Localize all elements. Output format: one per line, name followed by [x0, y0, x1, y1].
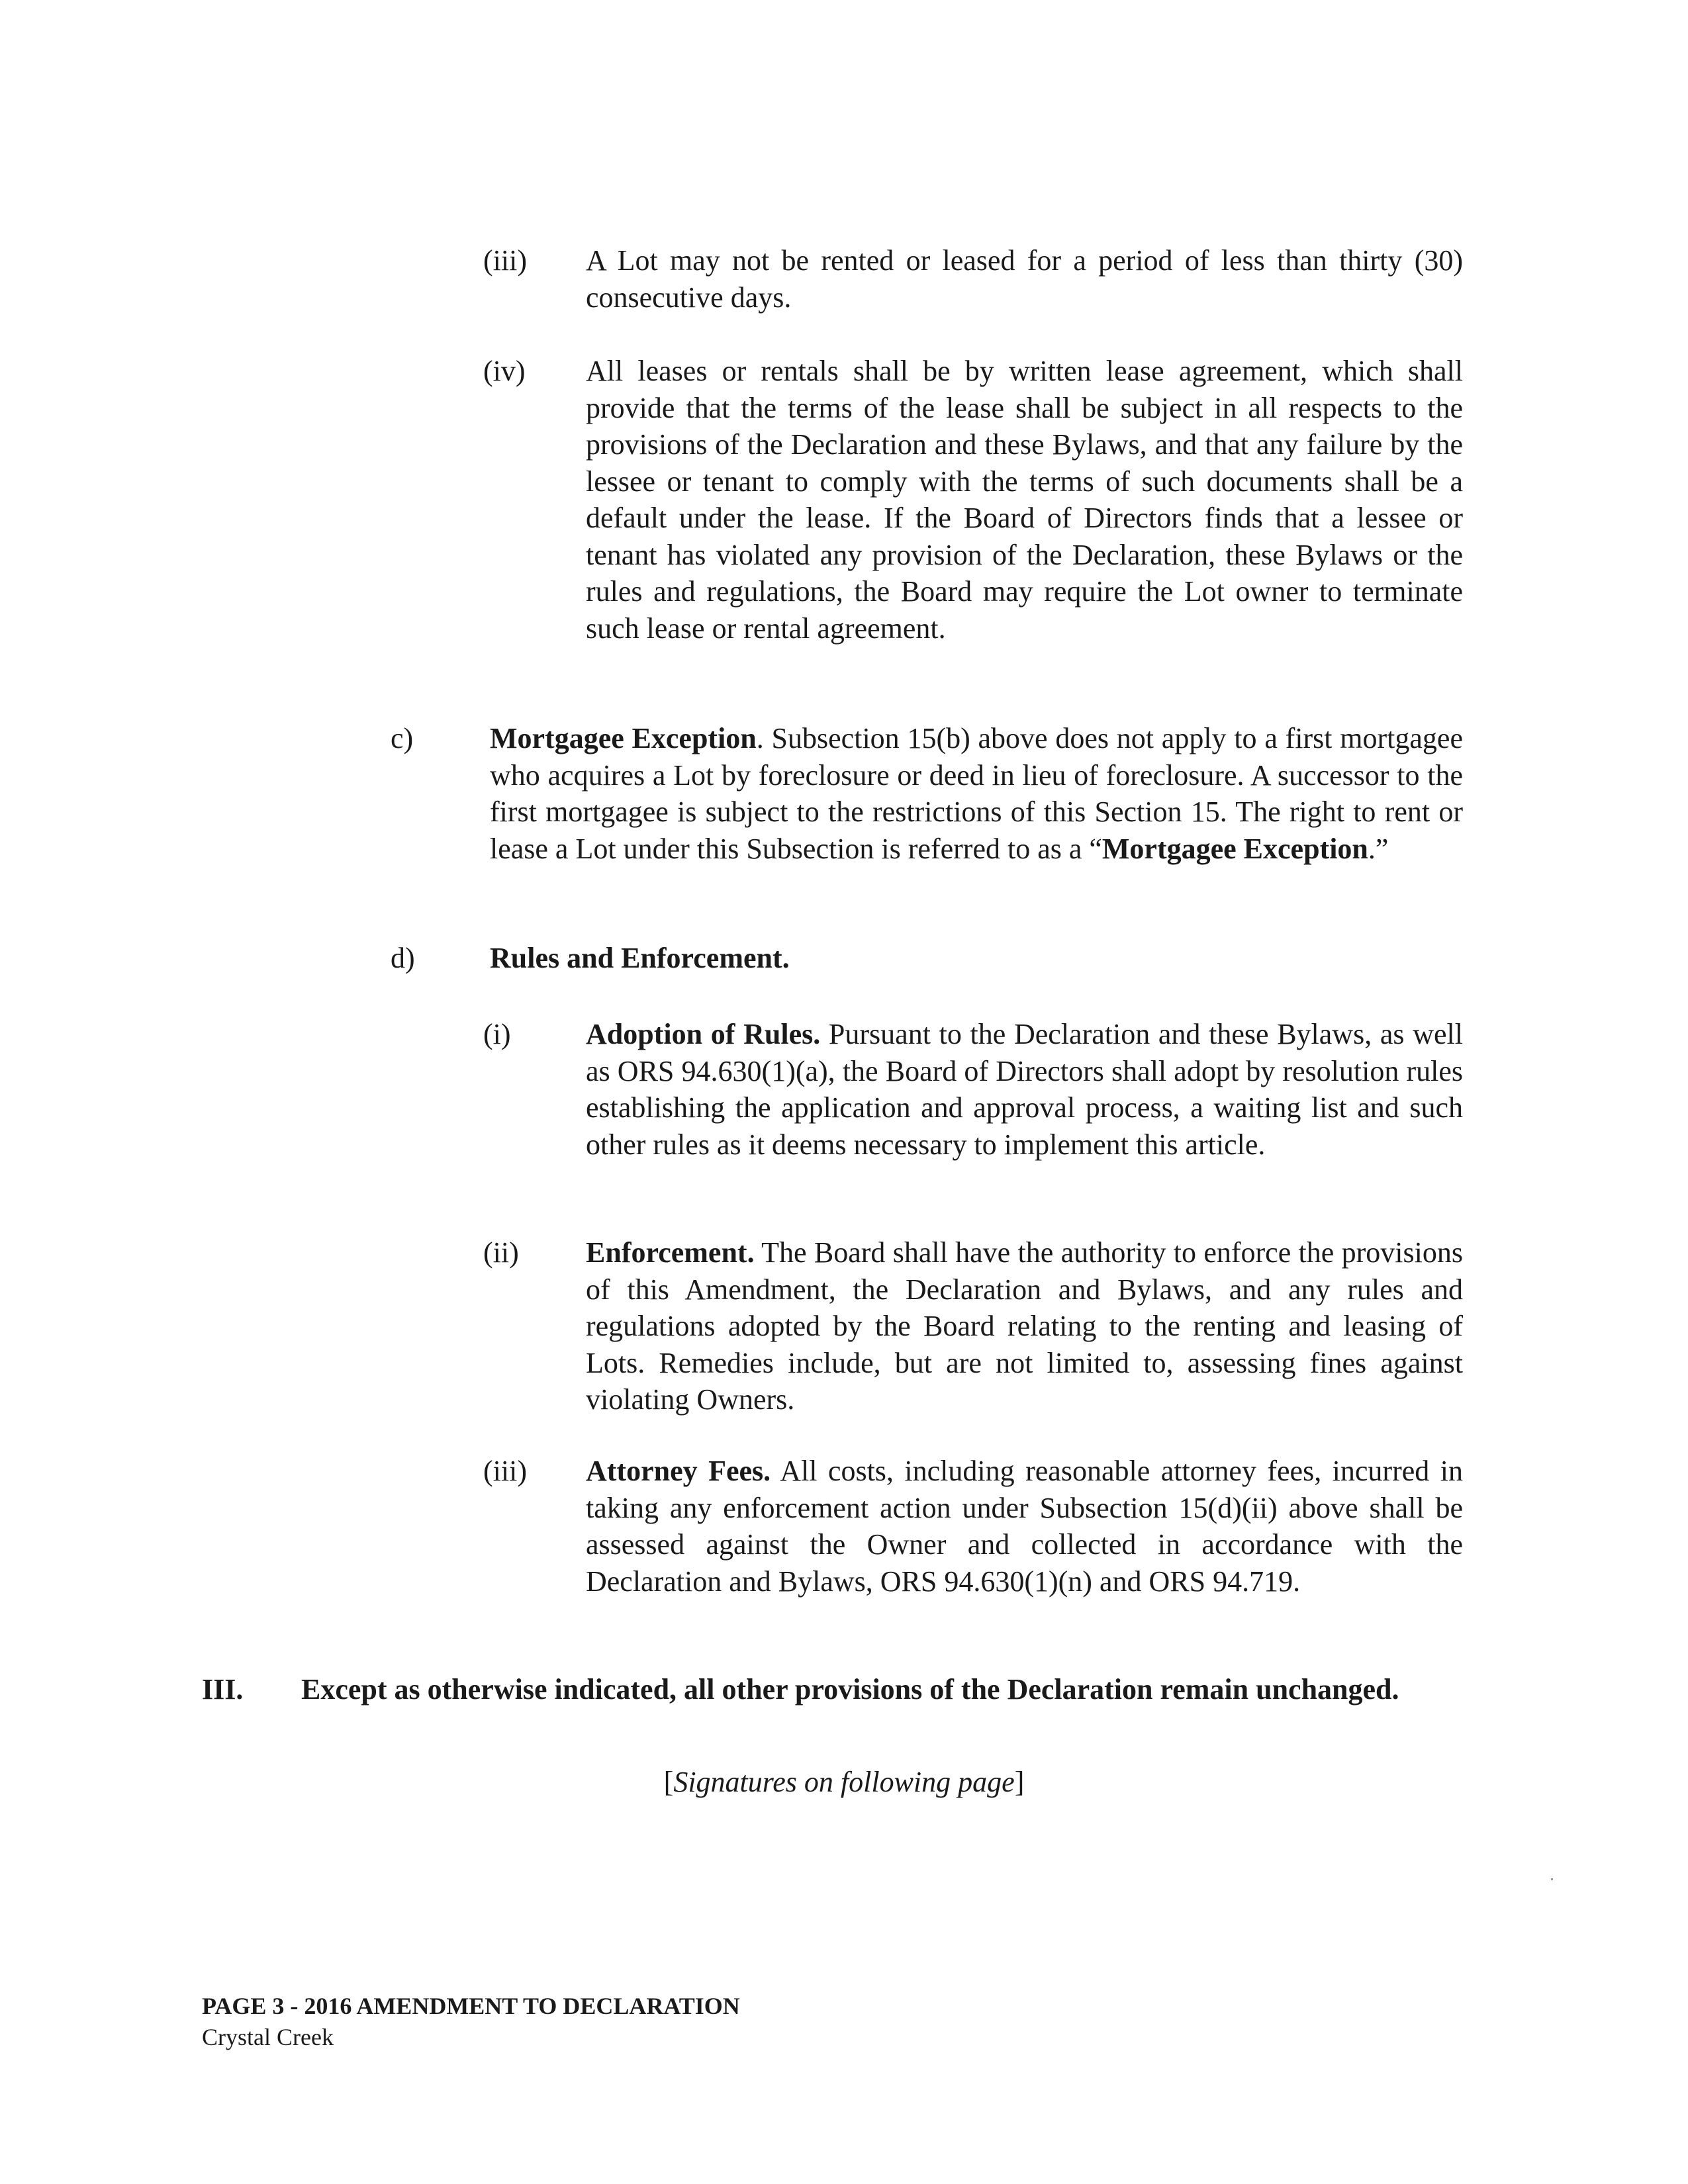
clause-text [586, 353, 1463, 647]
signature-note-text: Signatures on following page [673, 1766, 1015, 1798]
clause-body: Pursuant to the Declaration and these Bylaws, as well as ORS 94.630(1)(a), the Board of Directors shall adopt by resolution rules establishing the application and approval process, a waiting list and such other rules as it deems necessary to implement this article. [586, 1018, 1463, 1161]
scan-speck [1551, 1878, 1553, 1880]
bracket-close: ] [1014, 1766, 1025, 1798]
page-footer [202, 1991, 740, 2053]
bracket-open: [ [663, 1766, 674, 1798]
clause-label: (i) [483, 1018, 511, 1050]
section-heading-text: Rules and Enforcement. [490, 942, 790, 974]
section-body: . Subsection 15(b) above does not apply to a first mortgagee who acquires a Lot by foreclosure or deed in lieu of foreclosure. A successor to the first mortgagee is subject to the restrictions of this Section 15. The right to rent or lease a Lot under this Subsection is referred to as a “ [490, 722, 1463, 865]
clause-paragraph: A Lot may not be rented or leased for a period of less than thirty (30) consecutive days. [586, 244, 1463, 314]
signature-note [0, 1764, 1688, 1801]
footer-title: PAGE 3 - 2016 AMENDMENT TO DECLARATION [202, 1993, 740, 2019]
section-heading: Mortgagee Exception [490, 722, 757, 754]
section-heading [490, 940, 1463, 977]
defined-term: Mortgagee Exception [1102, 832, 1368, 865]
section-label: c) [391, 722, 414, 754]
article-label: III. [202, 1673, 244, 1706]
article-paragraph: Except as otherwise indicated, all other provisions of the Declaration remain unchanged. [301, 1673, 1399, 1706]
clause-paragraph [586, 1453, 1463, 1600]
clause-label: (iii) [483, 1455, 527, 1487]
section-paragraph [490, 720, 1463, 867]
section-text [490, 940, 1463, 977]
clause-heading: Enforcement. [586, 1236, 755, 1269]
section-closing: .” [1368, 832, 1389, 865]
clause-body: All costs, including reasonable attorney fees, incurred in taking any enforcement action under Subsection 15(d)(ii) above shall be assessed against the Owner and collected in accordance with the Declaration and Bylaws, ORS 94.630(1)(n) and ORS 94.719. [586, 1455, 1463, 1598]
footer-subtitle: Crystal Creek [202, 2024, 334, 2050]
clause-text [586, 1234, 1463, 1418]
clause-heading: Attorney Fees. [586, 1455, 771, 1487]
clause-paragraph: All leases or rentals shall be by written lease agreement, which shall provide that the terms of the lease shall be subject in all respects to the provisions of the Declaration and these Bylaws, and that any failure by the lessee or tenant to comply with the terms of such documents shall be a default under the lease. If the Board of Directors finds that a lessee or tenant has violated any provision of the Declaration, these Bylaws or the rules and regulations, the Board may require the Lot owner to terminate such lease or rental agreement. [586, 355, 1463, 645]
article-text [301, 1671, 1463, 1708]
clause-body: The Board shall have the authority to enforce the provisions of this Amendment, the Declaration and Bylaws, and any rules and regulations adopted by the Board relating to the renting and leasing of Lots. Remedies include, but are not limited to, assessing fines against violating Owners. [586, 1236, 1463, 1416]
section-label: d) [391, 942, 415, 974]
clause-label: (ii) [483, 1236, 519, 1269]
clause-paragraph [586, 1016, 1463, 1163]
section-text [490, 720, 1463, 867]
clause-paragraph [586, 1234, 1463, 1418]
clause-label: (iv) [483, 355, 526, 387]
clause-heading: Adoption of Rules. [586, 1018, 821, 1050]
clause-text [586, 1016, 1463, 1163]
clause-text [586, 242, 1463, 316]
clause-label: (iii) [483, 244, 527, 277]
clause-text [586, 1453, 1463, 1600]
